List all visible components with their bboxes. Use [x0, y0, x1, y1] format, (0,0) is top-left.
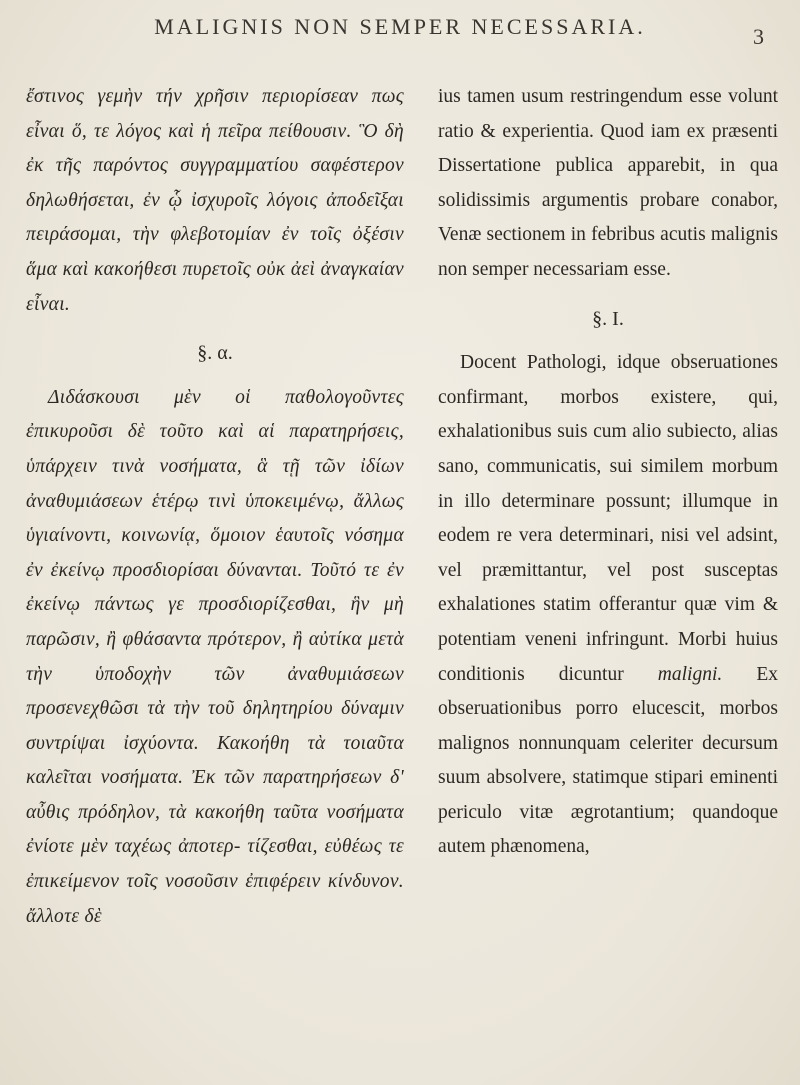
greek-section-heading: §. α.	[197, 342, 233, 365]
latin-intro-paragraph: ius tamen usum restringendum esse volunt ratio & experientia. Quod iam ex præsenti Dissertatione publica apparebit, in qua solidissimis argumentis probare conabor, Venæ sectionem in febribus acutis malignis non semper necessariam esse.	[438, 86, 778, 280]
latin-section-heading: §. I.	[592, 307, 624, 330]
page-number: 3	[753, 24, 764, 49]
greek-body-paragraph: Διδάσκουσι μὲν οἱ παθολογοῦντες ἐπικυροῦσι δὲ τοῦτο καὶ αἱ παρατηρήσεις, ὑπάρχειν τινὰ νοσήματα, ἃ τῇ τῶν ἰδίων ἀναθυμιάσεων ἑτέρῳ τινὶ ὑποκειμένῳ, ἄλλως ὑγιαίνοντι, κοινωνίᾳ, ὅμοιον ἑαυτοῖς νόσημα ἐν ἐκείνῳ προσδιορίσαι δύνανται. Τοῦτό τε ἐν ἐκείνῳ πάντως γε προσδιορίζεσθαι, ἣν μὴ παρῶσιν, ἢ φθάσαντα πρότερον, ἢ αὐτίκα μετὰ τὴν ὑποδοχὴν τῶν ἀναθυμιάσεων προσενεχθῶσι τὰ τὴν τοῦ δηλητηρίου δύναμιν συντρίψαι ἰσχύοντα. Κακοήθη τὰ τοιαῦτα καλεῖται νοσήματα. Ἐκ τῶν παρατηρήσεων δ' αὖθις πρόδηλον, τὰ κακοήθη ταῦτα νοσήματα ἐνίοτε μὲν ταχέως ἀποτερ- τίζεσθαι, εὐθέως τε ἐπικείμενον τοῖς νοσοῦσιν ἐπιφέρειν κίνδυνον. ἄλλοτε δὲ	[26, 386, 404, 927]
latin-body-text-1: Docent Pathologi, idque obseruationes confirmant, morbos existere, qui, exhalationibus suis cum alio subiecto, alias sano, communicatis, sui similem morbum in illo determinare possunt; illumque in eodem re vera determinari, nisi vel adsint, vel præmittantur, vel post susceptas exhalationes statim offerantur quæ vim & potentiam veneni infringunt. Morbi huius conditionis dicuntur	[438, 352, 778, 685]
greek-column	[26, 80, 404, 934]
greek-intro-paragraph: ἔστινος γεμὴν τήν χρῆσιν περιορίσεαν πως εἶναι ὅ, τε λόγος καὶ ἡ πεῖρα πείθουσιν. Ὃ δὴ ἐκ τῆς παρόντος συγγραμματίου σαφέστερον δηλωθήσεται, ἐν ᾧ ἰσχυροῖς λόγοις ἀποδεῖξαι πειράσομαι, τὴν φλεβοτομίαν ἐν τοῖς ὀξέσιν ἅμα καὶ κακοήθεσι πυρετοῖς οὐκ ἀεὶ ἀναγκαίαν εἶναι.	[26, 86, 404, 315]
latin-body-paragraph	[438, 346, 778, 865]
latin-emphasis-maligni: maligni.	[657, 663, 723, 685]
running-head: MALIGNIS NON SEMPER NECESSARIA.	[154, 14, 646, 39]
latin-column	[438, 80, 778, 865]
latin-body-text-2: Ex obseruationibus porro elucescit, morbos malignos nonnunquam celeriter decursum suum absolvere, statimque stipari eminenti periculo vitæ ægrotantium; quandoque autem phænomena,	[438, 663, 779, 858]
